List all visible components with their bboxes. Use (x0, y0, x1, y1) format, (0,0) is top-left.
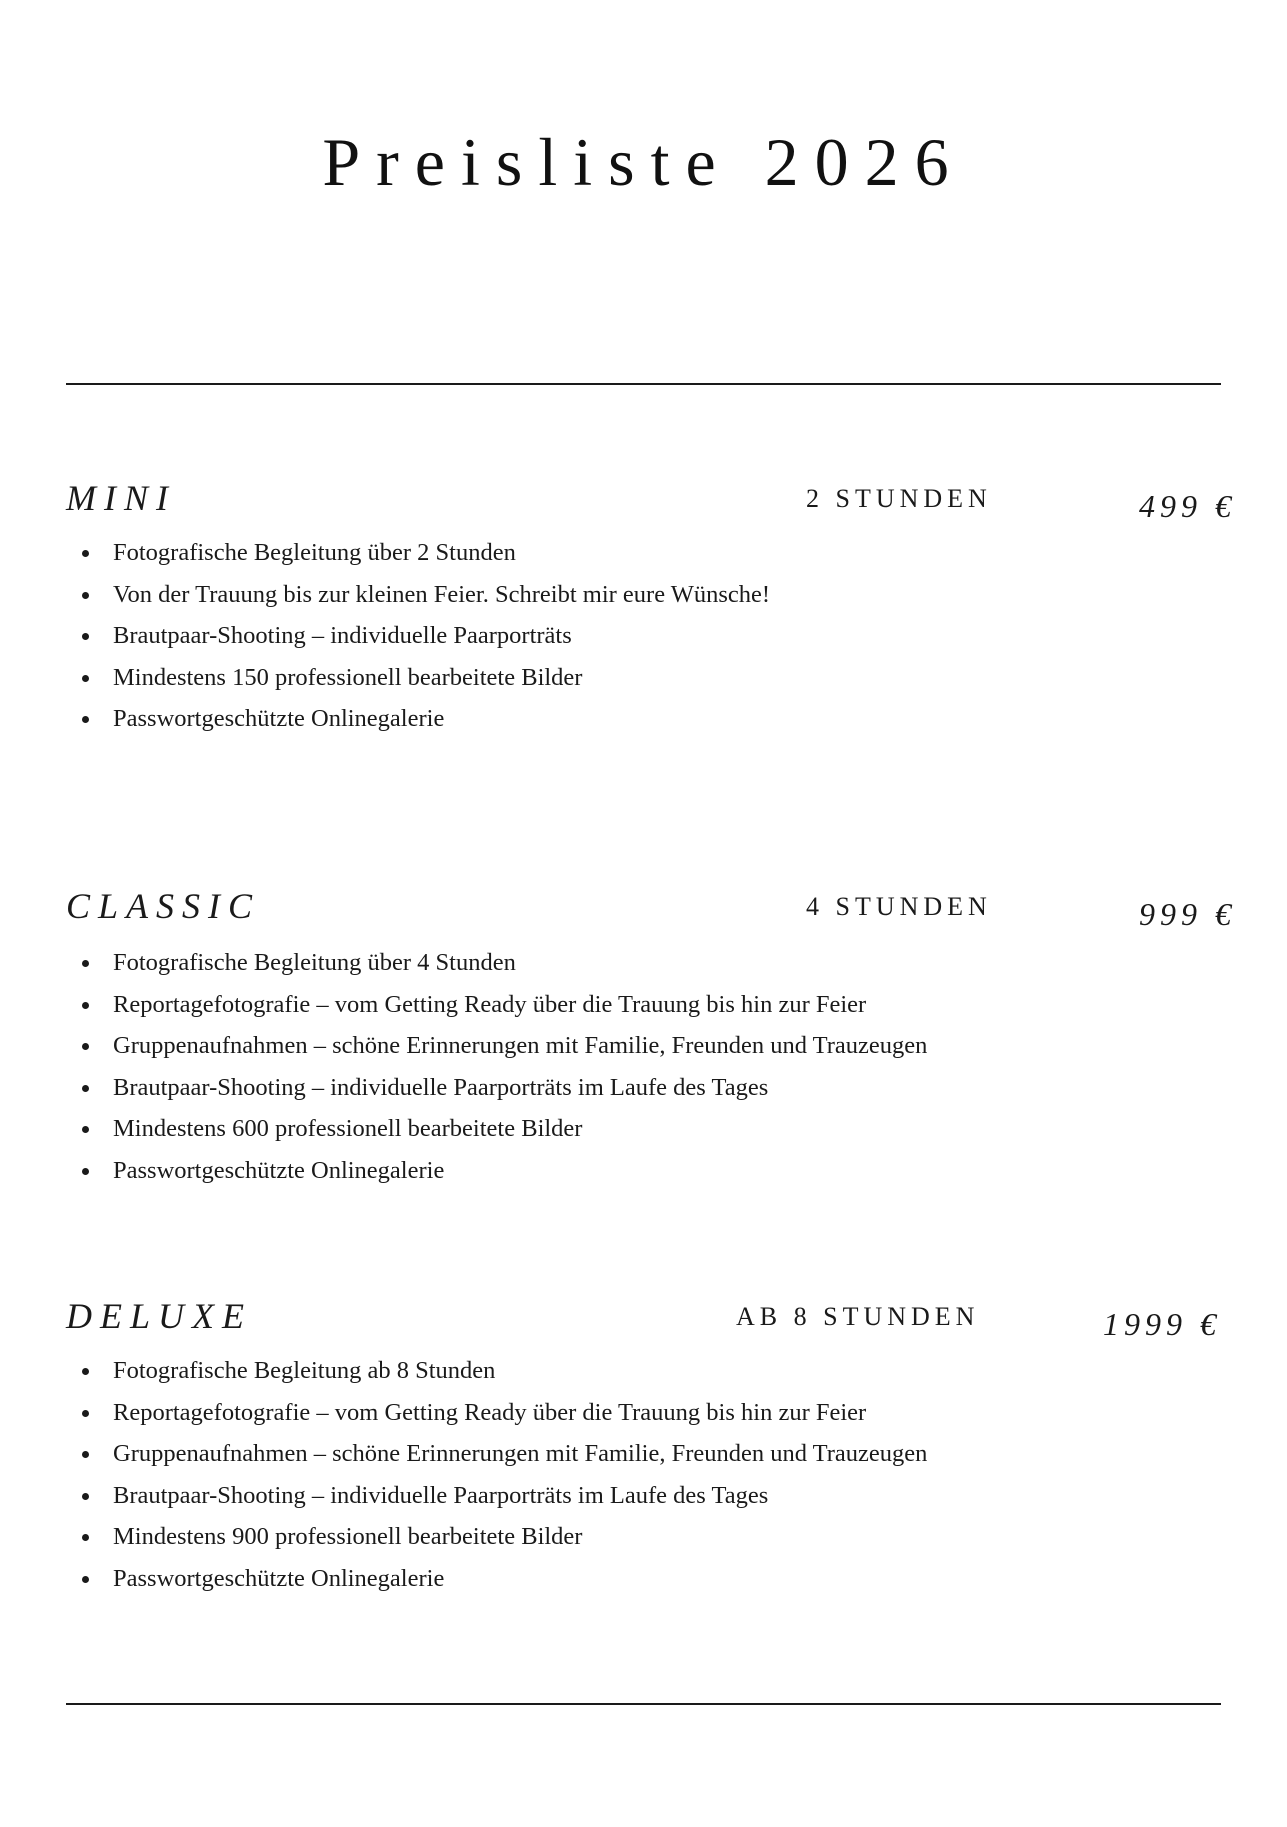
package-price: 1999 € (1103, 1306, 1221, 1342)
feature-list (66, 1350, 927, 1599)
list-item: Mindestens 600 professionell bearbeitete Bilder (66, 1108, 927, 1150)
list-item: Mindestens 150 professionell bearbeitete Bilder (66, 657, 770, 699)
top-divider (66, 383, 1221, 385)
list-item: Passwortgeschützte Onlinegalerie (66, 1558, 927, 1600)
list-item: Fotografische Begleitung über 2 Stunden (66, 532, 770, 574)
package-duration: 4 STUNDEN (806, 892, 992, 921)
list-item: Brautpaar-Shooting – individuelle Paarporträts im Laufe des Tages (66, 1475, 927, 1517)
feature-list (66, 532, 770, 740)
feature-list (66, 942, 927, 1191)
list-item: Gruppenaufnahmen – schöne Erinnerungen mit Familie, Freunden und Trauzeugen (66, 1025, 927, 1067)
list-item: Reportagefotografie – vom Getting Ready über die Trauung bis hin zur Feier (66, 984, 927, 1026)
list-item: Reportagefotografie – vom Getting Ready über die Trauung bis hin zur Feier (66, 1392, 927, 1434)
page-title: Preisliste 2026 (322, 124, 965, 200)
package-duration: AB 8 STUNDEN (736, 1302, 980, 1331)
list-item: Gruppenaufnahmen – schöne Erinnerungen mit Familie, Freunden und Trauzeugen (66, 1433, 927, 1475)
list-item: Von der Trauung bis zur kleinen Feier. Schreibt mir eure Wünsche! (66, 574, 770, 616)
bottom-divider (66, 1703, 1221, 1705)
package-duration: 2 STUNDEN (806, 484, 992, 513)
list-item: Fotografische Begleitung ab 8 Stunden (66, 1350, 927, 1392)
list-item: Passwortgeschützte Onlinegalerie (66, 698, 770, 740)
list-item: Brautpaar-Shooting – individuelle Paarporträts im Laufe des Tages (66, 1067, 927, 1109)
list-item: Brautpaar-Shooting – individuelle Paarporträts (66, 615, 770, 657)
package-name: MINI (66, 478, 176, 518)
list-item: Fotografische Begleitung über 4 Stunden (66, 942, 927, 984)
package-price: 499 € (1139, 488, 1236, 524)
package-price: 999 € (1139, 896, 1236, 932)
package-name: DELUXE (66, 1296, 252, 1336)
list-item: Passwortgeschützte Onlinegalerie (66, 1150, 927, 1192)
list-item: Mindestens 900 professionell bearbeitete Bilder (66, 1516, 927, 1558)
package-name: CLASSIC (66, 886, 261, 926)
